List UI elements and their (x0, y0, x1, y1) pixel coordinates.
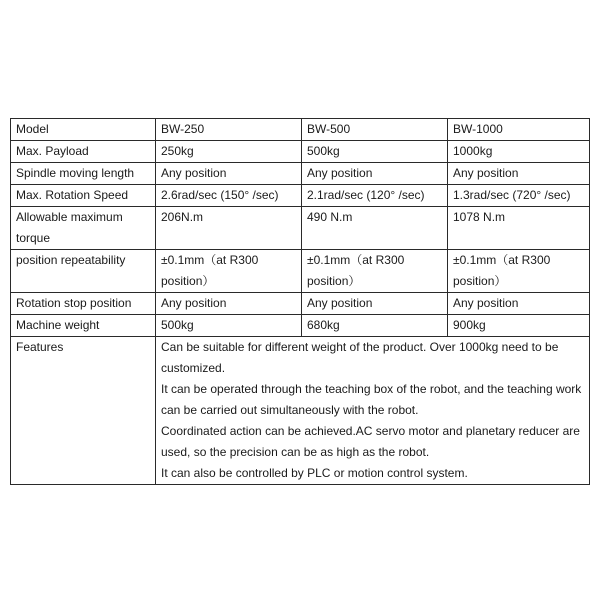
row-label: Max. Rotation Speed (11, 185, 156, 207)
model-header: BW-500 (302, 119, 448, 141)
row-label: Max. Payload (11, 141, 156, 163)
table-row (11, 250, 590, 293)
table-cell: 1.3rad/sec (720° /sec) (448, 185, 590, 207)
spec-table (10, 118, 590, 485)
table-cell: 1000kg (448, 141, 590, 163)
table-cell: Any position (156, 293, 302, 315)
table-cell: Any position (156, 163, 302, 185)
table-cell: 680kg (302, 315, 448, 337)
row-label: Machine weight (11, 315, 156, 337)
header-label: Model (11, 119, 156, 141)
table-cell: 2.1rad/sec (120° /sec) (302, 185, 448, 207)
features-line: Can be suitable for different weight of the product. Over 1000kg need to be customized. (161, 340, 559, 375)
table-cell: 900kg (448, 315, 590, 337)
table-cell: ±0.1mm（at R300 position） (448, 250, 590, 293)
table-row (11, 207, 590, 250)
row-label: Spindle moving length (11, 163, 156, 185)
table-row (11, 141, 590, 163)
table-cell: 500kg (156, 315, 302, 337)
features-label: Features (11, 337, 156, 485)
features-line: Coordinated action can be achieved.AC servo motor and planetary reducer are used, so the precision can be as high as the robot. (161, 424, 580, 459)
table-cell: ±0.1mm（at R300 position） (156, 250, 302, 293)
features-row (11, 337, 590, 485)
table-cell: 1078 N.m (448, 207, 590, 250)
table-row (11, 185, 590, 207)
table-row (11, 315, 590, 337)
table-cell: Any position (448, 163, 590, 185)
table-cell: 206N.m (156, 207, 302, 250)
row-label: Rotation stop position (11, 293, 156, 315)
model-header: BW-250 (156, 119, 302, 141)
row-label: Allowable maximum torque (11, 207, 156, 250)
table-cell: Any position (302, 163, 448, 185)
table-cell: 250kg (156, 141, 302, 163)
table-header-row (11, 119, 590, 141)
features-text (156, 337, 590, 485)
row-label: position repeatability (11, 250, 156, 293)
table-cell: 2.6rad/sec (150° /sec) (156, 185, 302, 207)
table-cell: 490 N.m (302, 207, 448, 250)
features-line: It can be operated through the teaching box of the robot, and the teaching work can be carried out simultaneously with the robot. (161, 382, 582, 417)
table-cell: Any position (448, 293, 590, 315)
table-row (11, 163, 590, 185)
table-row (11, 293, 590, 315)
table-cell: ±0.1mm（at R300 position） (302, 250, 448, 293)
table-cell: 500kg (302, 141, 448, 163)
table-cell: Any position (302, 293, 448, 315)
features-line: It can also be controlled by PLC or motion control system. (161, 466, 468, 480)
model-header: BW-1000 (448, 119, 590, 141)
